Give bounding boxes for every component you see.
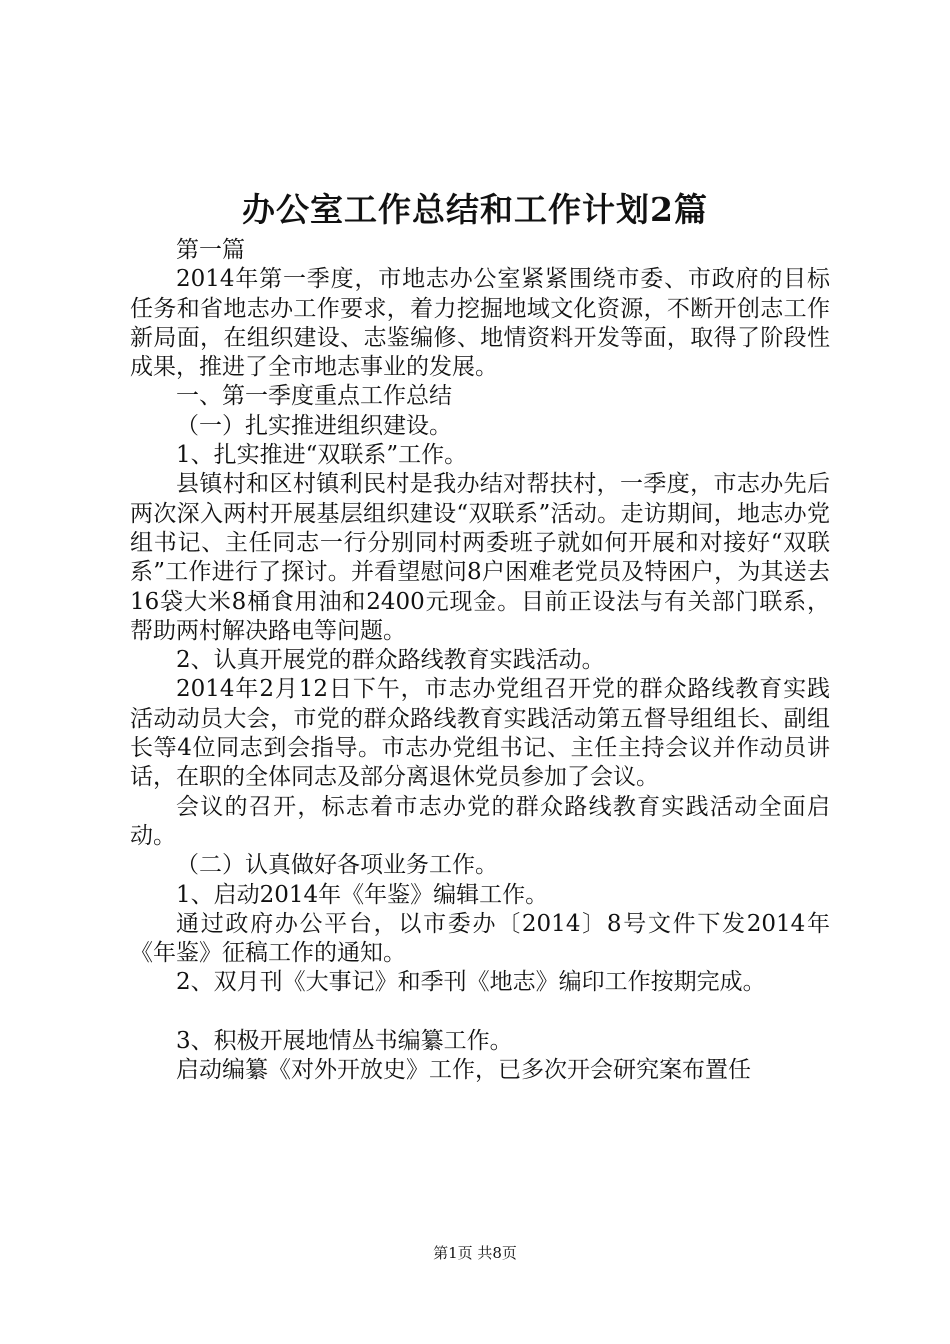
subsection-heading: （一）扎实推进组织建设。: [176, 412, 452, 439]
paragraph: 县镇村和区村镇利民村是我办结对帮扶村，一季度，市志办先后两次深入两村开展基层组织建设“双联系”活动。走访期间，地志办党组书记、主任同志一行分别同村两委班子就如何开展和对接好“双联系”工作进行了探讨。并看望慰问8户困难老党员及特困户，为其送去16袋大米8桶食用油和2400元现金。目前正设法与有关部门联系，帮助两村解决路电等问题。: [130, 471, 830, 644]
item-heading: 3、积极开展地情丛书编纂工作。: [176, 1027, 513, 1054]
item-heading: 1、扎实推进“双联系”工作。: [176, 442, 468, 469]
document-title: 办公室工作总结和工作计划2篇: [242, 190, 708, 229]
item-heading: 2、双月刊《大事记》和季刊《地志》编印工作按期完成。: [176, 969, 766, 996]
item-heading: 2、认真开展党的群众路线教育实践活动。: [176, 647, 605, 674]
paragraph: 第一篇: [176, 237, 245, 263]
item-heading: 1、启动2014年《年鉴》编辑工作。: [176, 881, 549, 908]
paragraph: 通过政府办公平台，以市委办〔2014〕8号文件下发2014年《年鉴》征稿工作的通知。: [130, 910, 830, 967]
paragraph: 启动编纂《对外开放史》工作，已多次开会研究案布置任: [176, 1057, 751, 1084]
paragraph: 2014年2月12日下午，市志办党组召开党的群众路线教育实践活动动员大会，市党的群众路线教育实践活动第五督导组组长、副组长等4位同志到会指导。市志办党组书记、主任主持会议并作动员讲话，在职的全体同志及部分离退休党员参加了会议。: [130, 676, 830, 791]
document-body: [130, 236, 830, 1085]
paragraph: 会议的召开，标志着市志办党的群众路线教育实践活动全面启动。: [130, 793, 830, 849]
page-footer: 第1页 共8页: [433, 1244, 517, 1262]
section-heading: 一、第一季度重点工作总结: [176, 383, 452, 410]
paragraph: 2014年第一季度，市地志办公室紧紧围绕市委、市政府的目标任务和省地志办工作要求，着力挖掘地域文化资源，不断开创志工作新局面，在组织建设、志鉴编修、地情资料开发等面，取得了阶段性成果，推进了全市地志事业的发展。: [130, 266, 830, 381]
subsection-heading: （二）认真做好各项业务工作。: [176, 852, 498, 879]
